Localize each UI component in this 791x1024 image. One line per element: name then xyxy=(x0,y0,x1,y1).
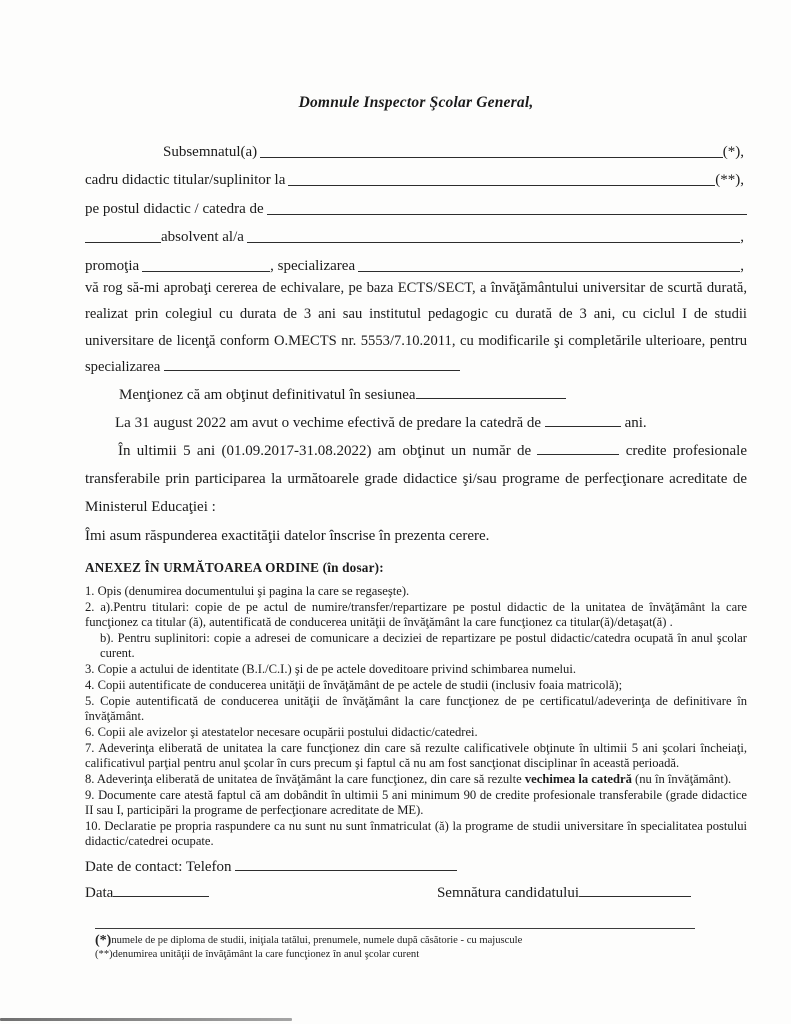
request-paragraph xyxy=(85,275,747,381)
mention-line xyxy=(85,381,747,409)
annex-item-2b: b). Pentru suplinitori: copie a adresei de comunicare a deciziei de repartizare pe postul didactic/catedra ocupată în anul şcolar curent. xyxy=(100,630,747,660)
request-specializare-blank-line xyxy=(164,369,460,371)
footnote-doublestar-text: denumirea unităţii de învăţământ la care funcţionez în anul şcolar curent xyxy=(112,948,420,960)
field-line-subsemnatul xyxy=(85,132,747,161)
credite-paragraph xyxy=(85,437,747,521)
promotia-blank-line xyxy=(142,271,270,272)
subsemnatul-label: Subsemnatul(a) xyxy=(163,143,258,160)
cadru-didactic-label: cadru didactic titular/suplinitor la xyxy=(85,172,286,188)
contact-label: Date de contact: Telefon xyxy=(85,858,236,875)
specializarea-comma: , xyxy=(740,257,744,274)
credite-post-text: credite profesionale transferabile prin participarea la următoarele grade didactice şi/sau programe de perfecţionare acreditate de Ministerul Educaţiei : xyxy=(85,442,747,515)
annex-item-1: 1. Opis (denumirea documentului şi pagina la care se regaseşte). xyxy=(85,583,410,598)
data-label: Data xyxy=(85,884,114,901)
post-didactic-blank-line xyxy=(267,214,747,215)
footnote-divider xyxy=(95,928,695,929)
credite-numar-blank-line xyxy=(537,453,619,455)
annex-item-10: 10. Declaratie pe propria raspundere ca nu sunt nu sunt înmatriculat (ă) la programe de studii universitare în specialitatea postului didactic/catedrei ocupate. xyxy=(85,818,747,848)
annex-heading: ANEXEZ ÎN URMĂTOAREA ORDINE (în dosar): xyxy=(85,559,384,575)
footnote-star-text: numele de pe diploma de studii, iniţiala tatălui, prenumele, numele după căsătorie - cu majuscule xyxy=(111,934,523,946)
telefon-blank-line xyxy=(235,869,457,871)
signature-field xyxy=(437,880,691,906)
annex-item-8-pre: 8. Adeverinţa eliberată de unitatea de învăţământ la care funcţionez, din care să rezulte xyxy=(85,771,525,786)
page-title: Domnule Inspector Şcolar General, xyxy=(298,94,534,111)
data-blank-line xyxy=(113,895,209,897)
field-line-unitate xyxy=(85,161,747,190)
footnotes-block xyxy=(95,928,747,962)
field-line-promotia xyxy=(85,246,747,275)
absolvent-comma: , xyxy=(740,229,744,245)
vechime-line xyxy=(85,409,747,437)
unitate-footnote-mark: (**), xyxy=(715,172,744,188)
specializarea-blank-line xyxy=(358,271,740,272)
assume-responsibility-line: Îmi asum răspunderea exactităţii datelor înscrise în prezenta cerere. xyxy=(85,527,490,544)
annex-item-3: 3. Copie a actului de identitate (B.I./C.I.) şi de pe actele doveditoare privind schimbarea numelui. xyxy=(85,661,576,676)
vechime-ani-blank-line xyxy=(545,425,621,427)
mention-text: Menţionez că am obţinut definitivatul în sesiunea xyxy=(119,386,416,403)
contact-line xyxy=(85,854,747,880)
promotia-label: promoţia xyxy=(85,257,140,274)
subsemnatul-footnote-mark: (*), xyxy=(722,143,744,160)
footnote-star xyxy=(95,934,747,948)
credite-pre-text: În ultimii 5 ani (01.09.2017-31.08.2022) am obţinut un număr de xyxy=(118,442,538,459)
annex-item-9: 9. Documente care atestă faptul că am dobândit în ultimii 5 ani minimum 90 de credite profesionale transferabile (grade didactice II sau I, participări la programe de perfecţionare acreditate de ME). xyxy=(85,787,747,817)
signature-label: Semnătura candidatului xyxy=(436,884,579,901)
field-line-absolvent xyxy=(85,218,747,247)
signature-blank-line xyxy=(579,895,691,897)
annex-item-8 xyxy=(85,772,747,787)
specializarea-label: , specializarea xyxy=(270,257,356,274)
footnote-star-symbol: (*) xyxy=(95,932,112,948)
vechime-pre-text: La 31 august 2022 am avut o vechime efectivă de predare la catedră de xyxy=(115,414,545,431)
field-line-post-didactic xyxy=(85,189,747,218)
annex-item-8-bold: vechimea la catedră xyxy=(524,771,632,786)
annex-item-5: 5. Copie autentificată de conducerea unităţii de învăţământ la care funcţionez de pe certificatul/adeverinţa de definitivare în învăţământ. xyxy=(85,693,747,723)
sesiune-blank-line xyxy=(416,397,566,399)
request-text: vă rog să-mi aprobaţi cererea de echivalare, pe baza ECTS/SECT, a învăţământului universitar de scurtă durată, realizat prin colegiul cu durata de 3 ani sau institutul pedagogic cu durată de 3 ani, cu ciclul I de studii universitare de licenţă conform O.MECTS nr. 5553/7.10.2011, cu modificarile şi completările ulterioare, pentru specializarea xyxy=(85,279,747,375)
scan-artifact xyxy=(0,1018,292,1021)
absolvent-label: absolvent al/a xyxy=(161,229,244,245)
post-didactic-label: pe postul didactic / catedra de xyxy=(85,200,264,217)
unitate-blank-line xyxy=(288,185,715,186)
annex-item-7: 7. Adeverinţa eliberată de unitatea la care funcţionez din care să rezulte calificativele obţinute în ultimii 5 ani şcolari încheiaţi, calificativul parţial pentru anul şcolar în curs precum şi faptul că nu am fost sancţionat disciplinar în această perioadă. xyxy=(85,740,747,770)
annex-item-2a: 2. a).Pentru titulari: copie de pe actul de numire/transfer/repartizare pe postul didactic de la unitatea de învăţământ la care funcţionez ca titular (ă), autentificată de conducerea unităţii de învăţământ la care funcţionez ca titular(ă)/detaşat(ă) . xyxy=(85,599,747,629)
subsemnatul-blank-line xyxy=(260,157,723,158)
footnote-doublestar xyxy=(95,948,747,962)
vechime-post-text: ani. xyxy=(620,414,647,431)
data-field xyxy=(85,880,209,906)
footnote-doublestar-symbol: (**) xyxy=(95,948,113,960)
annex-item-8-post: (nu în învăţământ). xyxy=(631,771,732,786)
date-signature-row xyxy=(85,880,747,906)
absolvent-blank-line xyxy=(247,242,740,243)
annex-item-6: 6. Copii ale avizelor şi atestatelor necesare ocupării postului didactic/catedrei. xyxy=(85,724,478,739)
pre-absolvent-blank-line xyxy=(85,242,161,243)
annex-item-4: 4. Copii autentificate de conducerea unităţii de învăţământ de pe actele de studii (inclusiv foaia matricolă); xyxy=(85,677,623,692)
